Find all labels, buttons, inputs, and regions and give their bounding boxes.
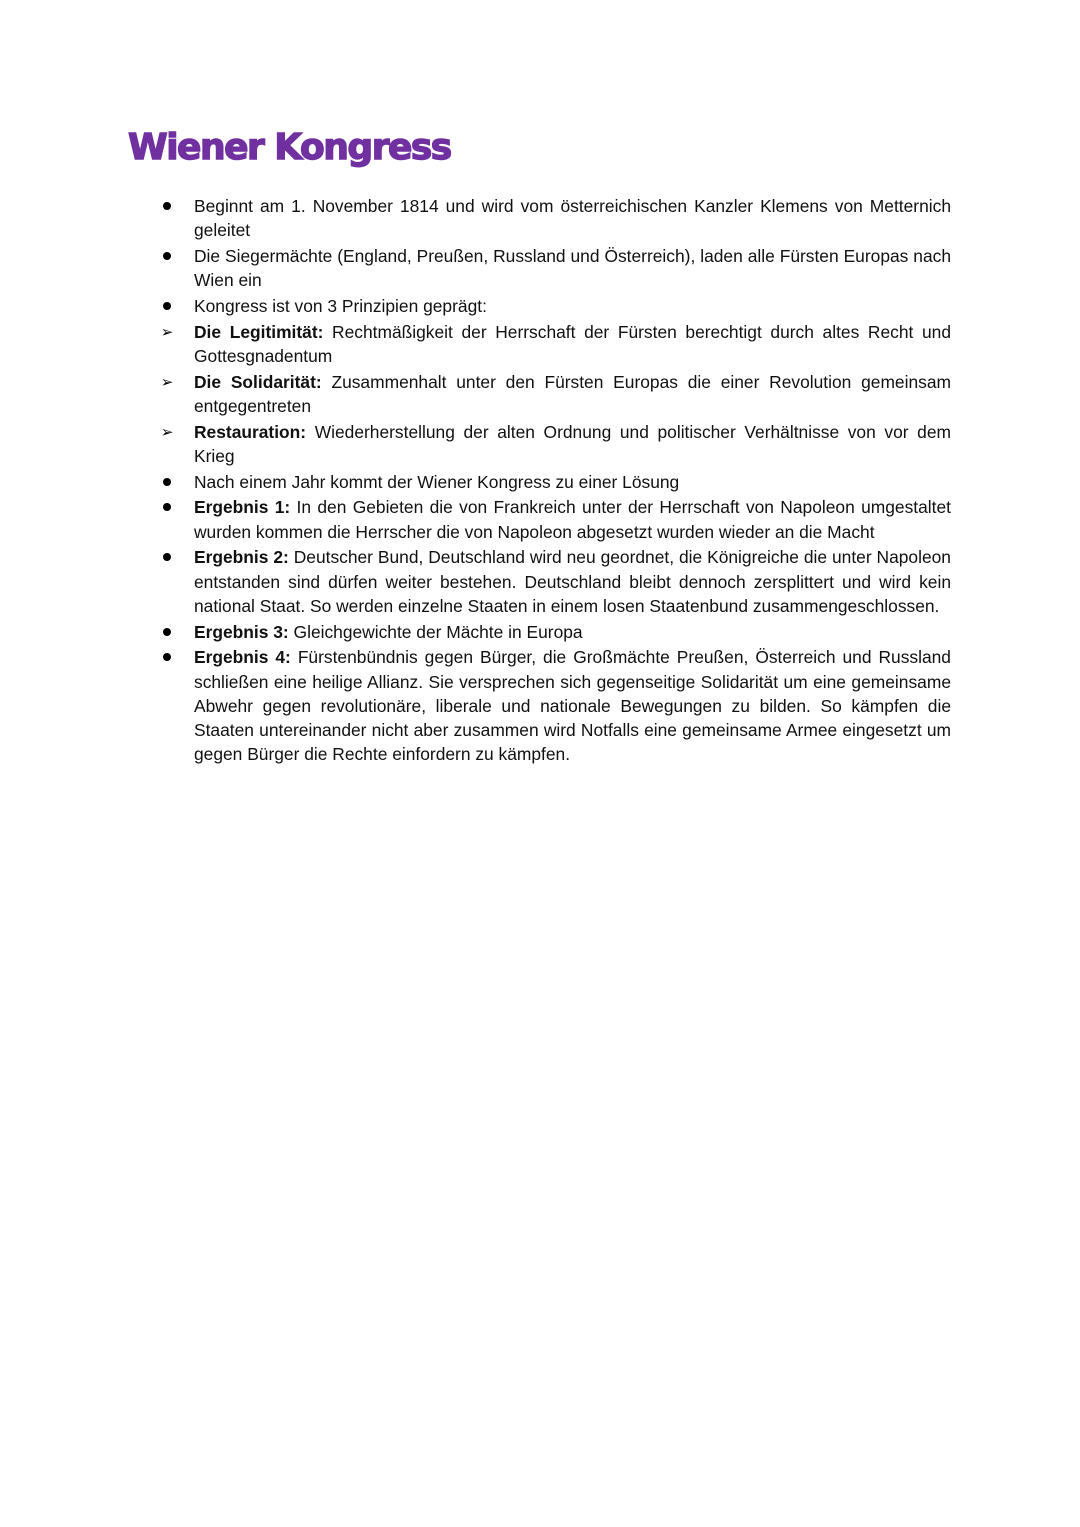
item-text: In den Gebieten die von Frankreich unter der Herrschaft von Napoleon umgestaltet wurden kommen die Herrscher die von Napoleon abgesetzt wurden wieder an die Macht [194,497,951,542]
item-text: Fürstenbündnis gegen Bürger, die Großmächte Preußen, Österreich und Russland schließen eine heilige Allianz. Sie versprechen sich gegenseitige Solidarität um eine gemeinsame Abwehr gegen revolutionäre, liberale und nationale Bewegungen zu bilden. So kämpfen die Staaten untereinander nicht aber zusammen wird Notfalls eine gemeinsame Armee eingesetzt um gegen Bürger die Rechte einfordern zu kämpfen. [194,647,951,765]
list-item [194,244,951,293]
item-text: Deutscher Bund, Deutschland wird neu geordnet, die Königreiche die unter Napoleon entstanden sind dürfen weiter bestehen. Deutschland bleibt dennoch zersplittert und wird kein national Staat. So werden einzelne Staaten in einem losen Staatenbund zusammengeschlossen. [194,547,951,616]
item-label: Ergebnis 4: [194,647,291,668]
arrow-bullet-icon: ➢ [160,422,174,441]
item-text: Die Siegermächte (England, Preußen, Russland und Österreich), laden alle Fürsten Europas nach Wien ein [194,245,951,291]
item-label: Die Legitimität: [194,321,324,342]
item-text: Kongress ist von 3 Prinzipien geprägt: [194,295,487,316]
list-item [160,370,951,419]
item-label: Ergebnis 1: [194,497,291,518]
list-item [194,194,951,243]
item-label: Ergebnis 3: [194,621,289,642]
item-text: Gleichgewichte der Mächte in Europa [288,621,583,642]
list-item [194,495,951,544]
item-text: Beginnt am 1. November 1814 und wird vom österreichischen Kanzler Klemens von Metternich geleitet [194,196,951,241]
list-item [194,620,951,644]
list-item [194,294,951,318]
item-text: Rechtmäßigkeit der Herrschaft der Fürsten berechtigt durch altes Recht und Gottesgnadentum [194,321,951,366]
list-item [194,645,951,766]
arrow-bullet-icon: ➢ [160,322,174,341]
arrow-bullet-icon: ➢ [160,372,174,391]
list-item [194,470,951,494]
list-item [160,420,951,469]
page-title: Wiener Kongress [128,127,451,168]
item-text: Zusammenhalt unter den Fürsten Europas die einer Revolution gemeinsam entgegentreten [194,371,951,416]
item-label: Ergebnis 2: [194,547,289,568]
item-label: Die Solidarität: [194,371,322,392]
item-label: Restauration: [194,421,307,442]
list-item [160,320,951,369]
bullet-list [160,194,951,768]
item-text: Wiederherstellung der alten Ordnung und politischer Verhältnisse von vor dem Krieg [194,421,951,466]
item-text: Nach einem Jahr kommt der Wiener Kongress zu einer Lösung [194,471,680,492]
list-item [194,545,951,618]
